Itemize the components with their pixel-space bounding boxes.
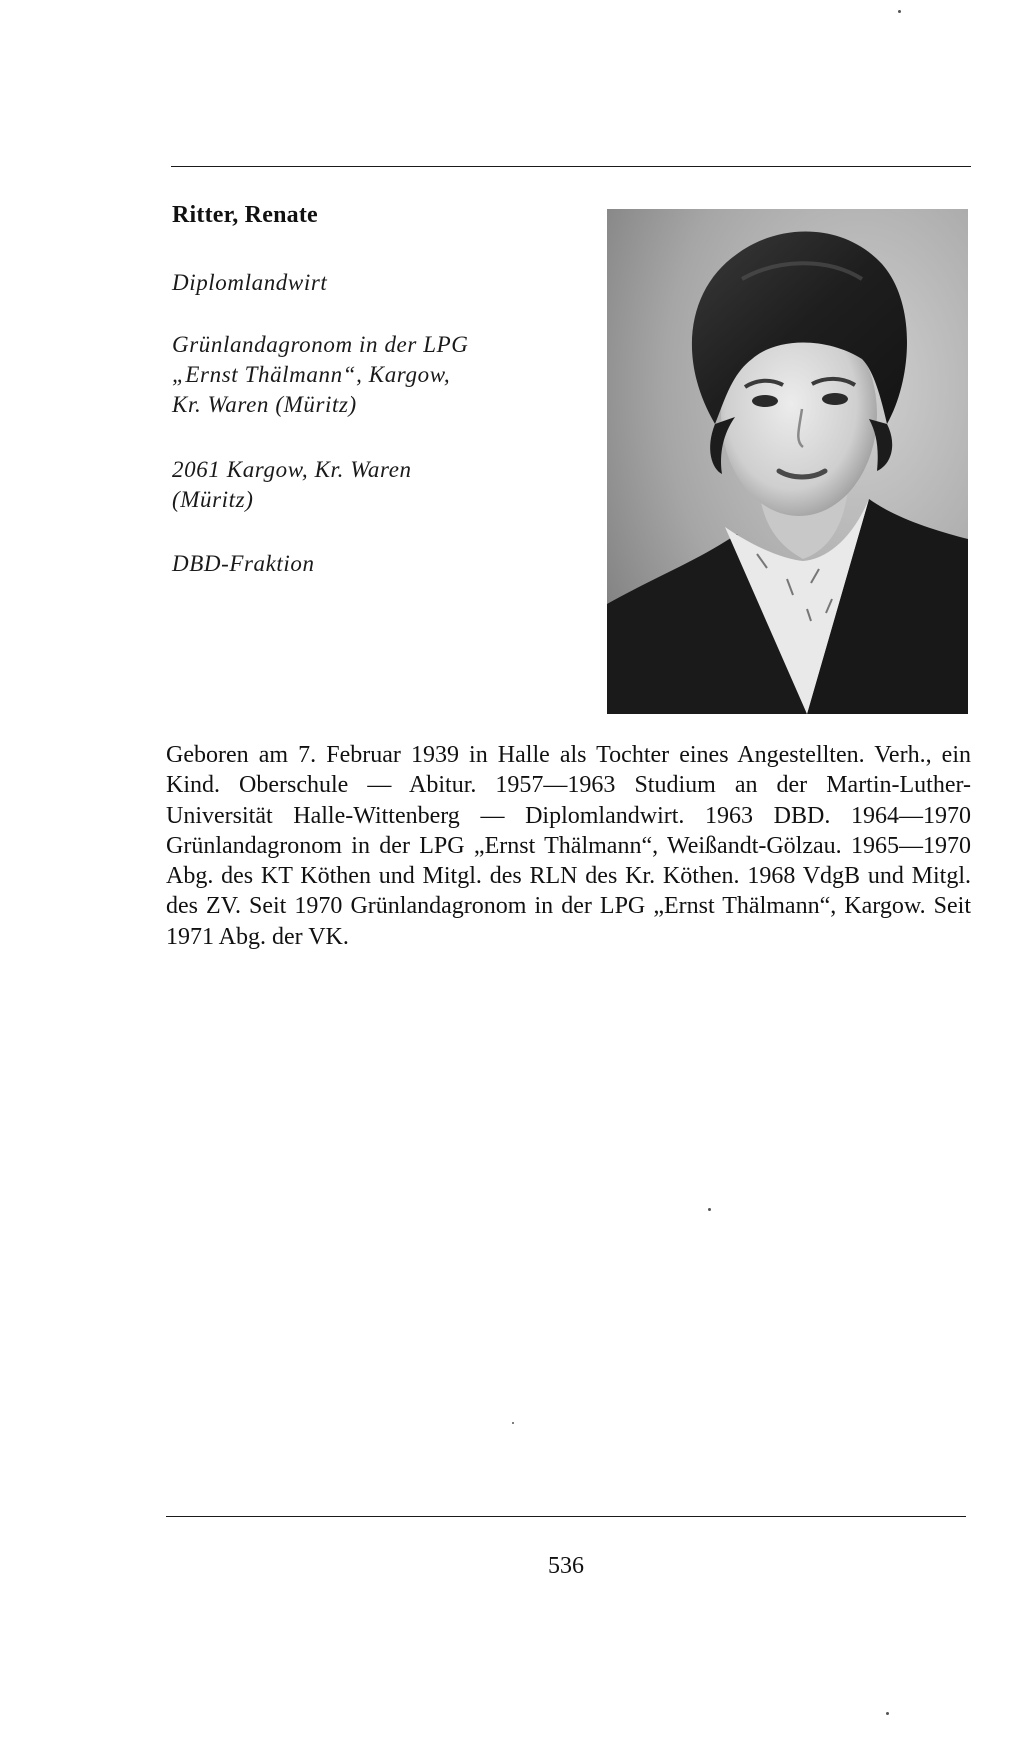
- position-line: Grünlandagronom in der LPG: [172, 332, 469, 357]
- position-line: Kr. Waren (Müritz): [172, 392, 357, 417]
- biography: Geboren am 7. Februar 1939 in Halle als Tochter eines Angestellten. Verh., ein Kind. Oberschule — Abitur. 1957—1963 Studium an der Martin-Luther-Universität Halle-Wittenberg — Diplomlandwirt. 1963 DBD. 1964—1970 Grünlandagronom in der LPG „Ernst Thälmann“, Weißandt-Gölzau. 1965—1970 Abg. des KT Köthen und Mitgl. des RLN des Kr. Köthen. 1968 VdgB und Mitgl. des ZV. Seit 1970 Grünlandagronom in der LPG „Ernst Thälmann“, Kargow. Seit 1971 Abg. der VK.: [166, 742, 971, 950]
- page-number: 536: [548, 1553, 584, 1579]
- scan-speck: [512, 1422, 514, 1424]
- scan-speck: [886, 1712, 889, 1715]
- address-block: [172, 455, 412, 515]
- occupation: Diplomlandwirt: [172, 270, 328, 295]
- scan-speck: [898, 10, 901, 13]
- address-line: (Müritz): [172, 487, 254, 512]
- top-rule: [171, 166, 971, 167]
- portrait-photo-icon: [607, 209, 968, 714]
- scan-speck: [708, 1208, 711, 1211]
- bottom-rule: [166, 1516, 966, 1517]
- portrait-photo: [607, 209, 968, 714]
- position-block: [172, 330, 469, 420]
- address-line: 2061 Kargow, Kr. Waren: [172, 457, 412, 482]
- faction: DBD-Fraktion: [172, 551, 315, 576]
- person-name: Ritter, Renate: [172, 202, 318, 228]
- position-line: „Ernst Thälmann“, Kargow,: [172, 362, 451, 387]
